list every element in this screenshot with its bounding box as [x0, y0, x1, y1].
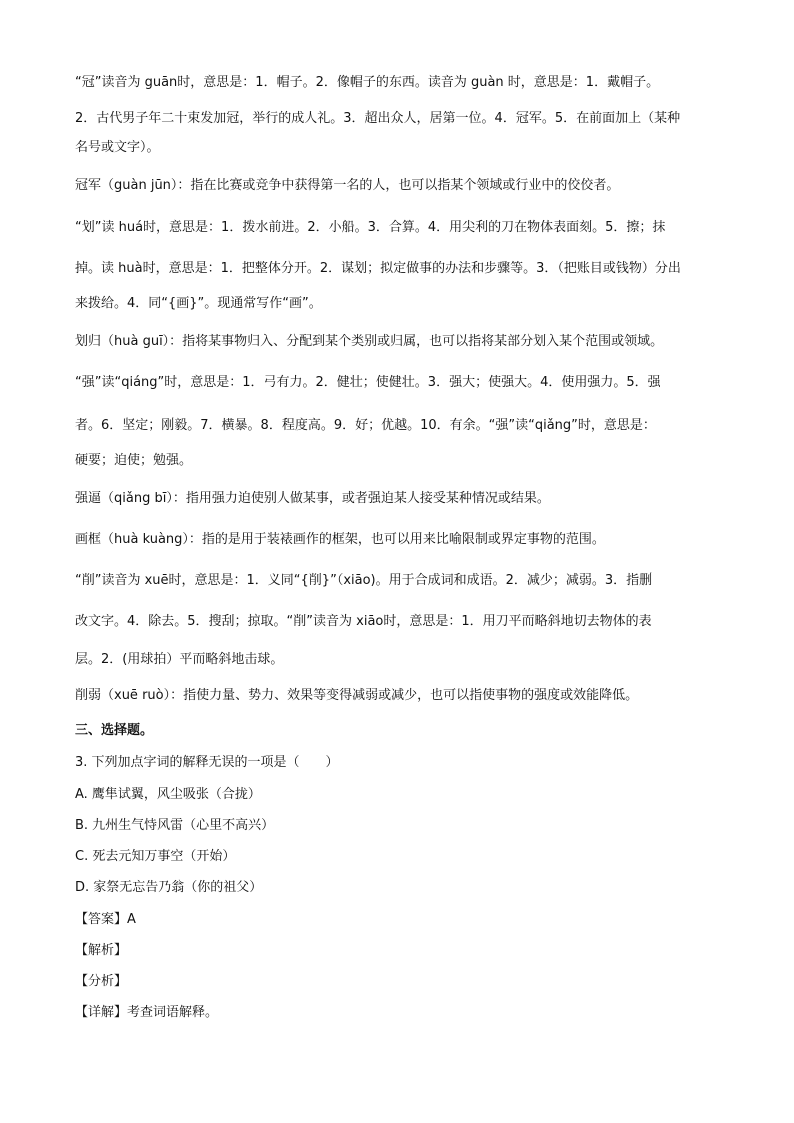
text-line: 改文字。4．除去。5．搜刮；掠取。“削”读音为 xiāo时，意思是：1．用刀平而略斜地切去物体的表: [75, 614, 652, 629]
answer-label: 【答案】A: [75, 912, 136, 927]
text-line: 冠军（guàn jūn）：指在比赛或竞争中获得第一名的人，也可以指某个领域或行业中的佼佼者。: [75, 178, 620, 193]
text-line: 来拨给。4．同“{画}”。现通常写作“画”。: [75, 296, 322, 311]
text-line: 掉。读 huà时，意思是：1．把整体分开。2．谋划；拟定做事的办法和步骤等。3．（把账目或钱物）分出: [75, 261, 681, 276]
text-line: 划归（huà guī）：指将某事物归入、分配到某个类别或归属，也可以指将某部分划入某个范围或领域。: [75, 334, 664, 349]
text-line: 2．古代男子年二十束发加冠，举行的成人礼。3．超出众人，居第一位。4．冠军。5．在前面加上（某种: [75, 111, 681, 126]
detail-label: 【详解】考查词语解释。: [75, 1005, 219, 1020]
text-line: 层。2．(用球拍）平而略斜地击球。: [75, 652, 284, 667]
question-stem: 3. 下列加点字词的解释无误的一项是（ ）: [75, 755, 339, 770]
option-d: D. 家祭无忘告乃翁（你的祖父）: [75, 880, 263, 895]
option-a: A. 鹰隼试翼，风尘吸张（合拢）: [75, 787, 261, 802]
fenxi-label: 【分析】: [75, 974, 128, 989]
text-line: 画框（huà kuàng）：指的是用于装裱画作的框架，也可以用来比喻限制或界定事物的范围。: [75, 532, 605, 547]
text-line: 削弱（xuē ruò）：指使力量、势力、效果等变得减弱或减少，也可以指使事物的强度或效能降低。: [75, 688, 639, 703]
text-line: 硬要；迫使；勉强。: [75, 453, 193, 468]
text-line: 者。6．坚定；刚毅。7．横暴。8．程度高。9．好；优越。10．有余。“强”读“qiǎng”时，意思是：: [75, 418, 656, 433]
text-line: “冠”读音为 guān时，意思是：1．帽子。2．像帽子的东西。读音为 guàn 时，意思是：1．戴帽子。: [75, 75, 660, 90]
text-line: “强”读“qiáng”时，意思是：1．弓有力。2．健壮；使健壮。3．强大；使强大。4．使用强力。5．强: [75, 375, 661, 390]
analysis-label: 【解析】: [75, 943, 128, 958]
text-line: “划”读 huá时，意思是：1．拨水前进。2．小船。3．合算。4．用尖利的刀在物体表面刻。5．擦；抹: [75, 220, 666, 235]
option-c: C. 死去元知万事空（开始）: [75, 849, 236, 864]
section-title: 三、选择题。: [75, 723, 154, 738]
text-line: “削”读音为 xuē时，意思是：1．义同“{削}”（xiāo)。用于合成词和成语。2．减少；减弱。3．指删: [75, 573, 653, 588]
text-line: 名号或文字）。: [75, 140, 160, 155]
option-b: B. 九州生气恃风雷（心里不高兴）: [75, 818, 275, 833]
text-line: 强逼（qiǎng bī）：指用强力迫使别人做某事，或者强迫某人接受某种情况或结果。: [75, 491, 550, 506]
